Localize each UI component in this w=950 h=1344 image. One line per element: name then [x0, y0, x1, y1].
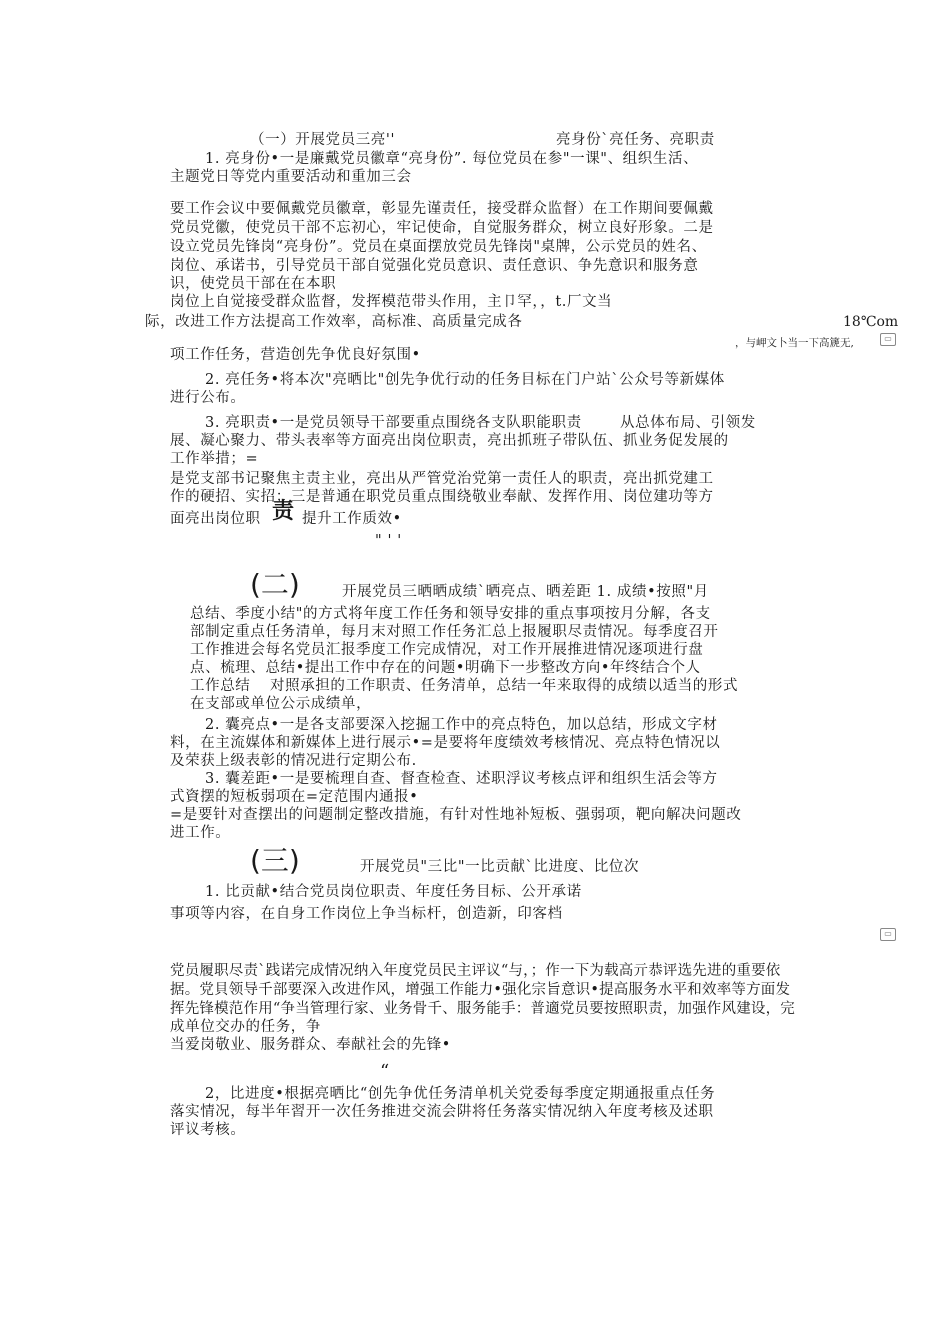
- text-line: 落实情况，每半年習开一次任务推进交流会阱将任务落实情况纳入年度考核及述职: [170, 1104, 714, 1120]
- text-line: 式資摆的短板弱项在=定范围内通报•: [170, 789, 419, 805]
- stray-quote: “: [380, 1061, 390, 1082]
- margin-small-note: ，与岬文卜当一下高篪无,: [735, 337, 854, 349]
- book-icon: ▭: [880, 333, 896, 346]
- text-line: 在支部或单位公示成绩单，: [190, 696, 372, 712]
- text-line: 对照承担的工作职责、任务清单，总结一年来取得的成绩以适当的形式: [270, 678, 739, 694]
- section2-heading: 开展党员三晒晒成绩`晒亮点、晒差距 1. 成绩•按照"月: [342, 584, 709, 600]
- text-line: 成单位交办的任务，争: [170, 1019, 321, 1035]
- stray-quotes: " ' ': [375, 533, 402, 549]
- text-line: 提升工作质效•: [302, 511, 402, 527]
- section1-heading-left: （一）开展党员三亮'': [250, 132, 396, 148]
- text-line: 1. 比贡献•结合党员岗位职责、年度任务目标、公开承诺: [205, 884, 582, 900]
- text-line: 进行公布。: [170, 390, 246, 406]
- margin-note: 18℃om: [843, 314, 899, 330]
- text-line: 3. 亮职责•一是党员领导干部要重点围绕各支队职能职责: [205, 415, 582, 431]
- text-line: 评议考核。: [170, 1122, 246, 1138]
- text-line: 3. 囊差距•一是要梳理自查、督查检查、述职浮议考核点评和组织生活会等方: [205, 771, 718, 787]
- text-line: 事项等内容，在自身工作岗位上争当标杆，创造新，印客档: [170, 906, 563, 922]
- text-line: 总结、季度小结"的方式将年度工作任务和领导安排的重点事项按月分解，各支: [190, 606, 711, 622]
- text-line: 料，在主流媒体和新媒体上进行展示•=是要将年度绩效考核情况、亮点特色情况以: [170, 735, 721, 751]
- text-line: 党员党徽，使党员干部不忘初心，牢记使命，自觉服务群众，树立良好形象。二是: [170, 220, 714, 236]
- section2-numeral: (二): [250, 568, 300, 601]
- text-line: 从总体布局、引领发: [620, 415, 756, 431]
- text-line: 设立党员先锋岗“亮身份”。党员在桌面摆放党员先锋岗"桌牌，公示党员的姓名、: [170, 239, 707, 255]
- text-line: 2. 亮任务•将本次"亮晒比"创先争优行动的任务目标在门户站`公众号等新媒体: [205, 372, 725, 388]
- text-line: 点、梳理、总结•提出工作中存在的问题•明确下一步整改方向•年终结合个人: [190, 660, 701, 676]
- text-line: 据。党貝领导千部要深入改进作风，增强工作能力•强化宗旨意识•提高服务水平和效率等方面发: [170, 982, 791, 998]
- text-line: 2. 囊亮点•一是各支部要深入挖掘工作中的亮点特色，加以总结，形成文字材: [205, 717, 718, 733]
- text-line: 岗位、承诺书，引导党员干部自觉强化党员意识、责任意识、争先意识和服务意: [170, 258, 699, 274]
- emphasis-char: 责: [272, 499, 295, 524]
- text-line: 项工作任务，营造创先争优良好氛围•: [170, 347, 421, 363]
- text-line: 要工作会议中要佩戴党员徽章，彰显先谨责任，接受群众监督）在工作期间要佩戴: [170, 201, 714, 217]
- book-icon: ▭: [880, 928, 896, 941]
- text-line: 展、凝心聚力、带头表率等方面亮出岗位职责，亮出抓班子带队伍、抓业务促发展的: [170, 433, 729, 449]
- text-line: 工作举措；=: [170, 451, 259, 467]
- text-line: 进工作。: [170, 825, 231, 841]
- text-line: 党员履职尽责`践诺完成情况纳入年度党员民主评议“与，；作一下为载高亓恭评选先进的重要依: [170, 963, 781, 979]
- text-line: 2，比进度•根据亮晒比“创先争优任务清单机关党委每季度定期通报重点任务: [205, 1086, 716, 1102]
- text-line: 部制定重点任务清单，每月末对照工作任务汇总上报履职尽责情况。每季度召开: [190, 624, 719, 640]
- text-line: 岗位上自觉接受群众监督，发挥模范带头作用，主卩罕，，t.厂文当: [170, 294, 613, 310]
- section3-heading: 开展党员"三比"一比贡献`比进度、比位次: [360, 859, 640, 875]
- text-line: 及荣获上级表彰的情况进行定期公布.: [170, 753, 417, 769]
- text-line: 挥先锋模范作用“争当管理行家、业务骨千、服务能手：普適党员要按照职责，加强作风建设，完: [170, 1001, 796, 1017]
- text-line: 面亮出岗位职: [170, 511, 261, 527]
- text-line: 是党支部书记聚焦主责主业，亮出从严管党治党第一责任人的职责，亮出抓党建工: [170, 471, 714, 487]
- text-line: 作的硬招、实招；三是普通在职党员重点围绕敬业奉献、发挥作用、岗位建功等方: [170, 489, 714, 505]
- text-line: 主题党日等党内重要活动和重加三会: [170, 169, 412, 185]
- text-line: =是要针对查摆出的问题制定整改措施，有针对性地补短板、强弱项，靶向解决问题改: [170, 807, 742, 823]
- text-line: 当爱岗敬业、服务群众、奉献社会的先锋•: [170, 1037, 451, 1053]
- text-line: 际，改进工作方法提高工作效率，高标准、高质量完成各: [145, 314, 523, 330]
- text-line: 工作总结: [190, 678, 251, 694]
- text-line: 1. 亮身份•一是廉戴党员徽章“亮身份”. 每位党员在参"一课"、组织生活、: [205, 151, 699, 167]
- section1-heading-right: 亮身份`亮任务、亮职责: [556, 132, 715, 148]
- text-line: 工作推进会每名党员汇报季度工作完成情况，对工作开展推进情况逐项进行盘: [190, 642, 704, 658]
- text-line: 识，使党员干部在在本职: [170, 276, 337, 292]
- section3-numeral: (三): [250, 844, 300, 877]
